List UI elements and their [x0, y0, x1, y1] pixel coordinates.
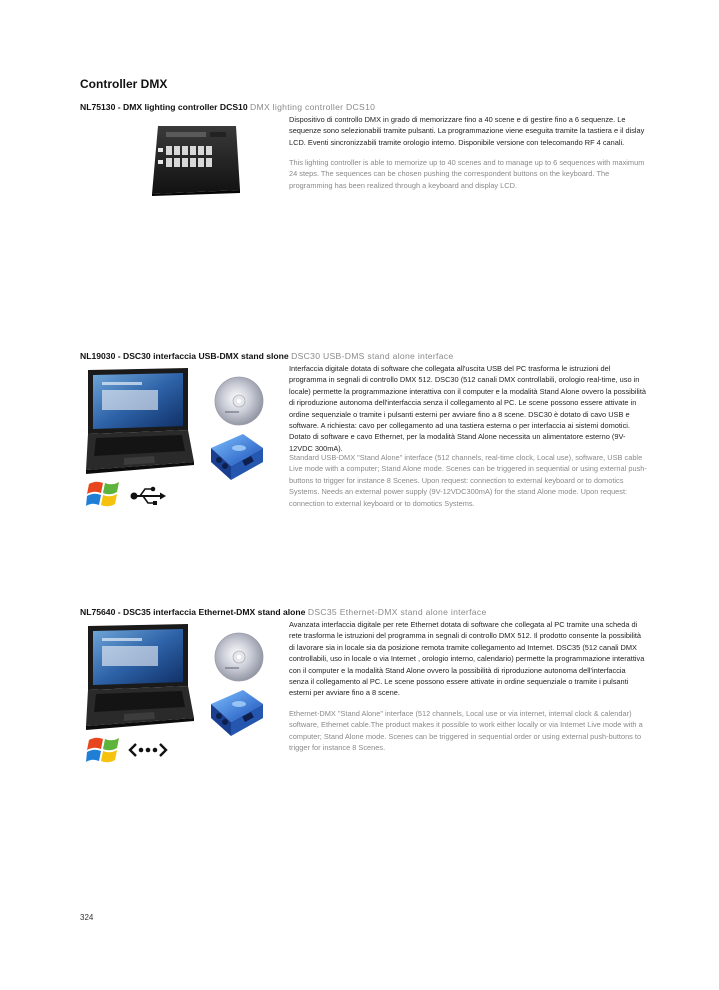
product-description-en: This lighting controller is able to memorize up to 40 scenes and to manage up to 6 sequences with maximum 24 steps. The sequences can be chosen pushing the correspondent buttons on the keyboard. The programming has been realized through a keyboard and display LCD. — [289, 158, 645, 190]
ethernet-network-icon — [128, 741, 168, 759]
product-heading — [80, 351, 454, 361]
windows-logo-icon — [86, 734, 122, 766]
product-description-it: Avanzata interfaccia digitale per rete Ethernet dotata di software che collegata al PC tramite una scheda di rete trasforma le istruzioni del programma in segnali di controllo DMX 512. Il prodotto consente la possibilità di lavorare sia in locale sia da posizione remota tramite collegamento ad Internet. DSC35 (512 canali DMX controllabili, uso in locale o via Internet , orologio interno, calendario) permette la programmazione interattiva con il computer e la modalità Stand Alone ovvero la possibilità di riproduzione autonoma dell'interfaccia senza il collegamento al PC. Le scene possono essere attivate in ordine sequenziale o tramite i pulsanti esterni per avviare fino a 8 scene. — [289, 620, 645, 698]
product-code: NL75130 - DMX lighting controller DCS10 — [80, 102, 248, 112]
usb-icon — [130, 486, 166, 506]
product-description-it: Dispositivo di controllo DMX in grado di memorizzare fino a 40 scene e di gestire fino a 6 sequenze. Le sequenze sono selezionabili tramite pulsanti. La programmazione viene eseguita tramite la tastiera e il dislay LCD. Eventi sincronizzabili tramite orologio interno. Disponibile versione con telecomando RF 4 canali. — [289, 115, 645, 147]
product-heading — [80, 102, 375, 112]
section-title: Controller DMX — [80, 77, 168, 91]
windows-logo-icon — [86, 478, 122, 510]
product-name-en: DMX lighting controller DCS10 — [250, 102, 376, 112]
page-number: 324 — [80, 913, 94, 922]
product-name-en: DSC35 Ethernet-DMX stand alone interface — [307, 607, 487, 617]
product-code: NL19030 - DSC30 interfaccia USB-DMX stand slone — [80, 351, 289, 361]
cd-rom-icon — [213, 631, 265, 683]
product-description-en: Standard USB-DMX "Stand Alone" interface (512 channels, real-time clock, Local use), software, USB cable Live mode with a computer; Stand Alone mode. Scenes can be triggered in sequential or using external push-buttons to trigger for instance 8 Scenes. Upon request: connection to external keyboard or to domotics Systems. Needs an external power supply (9V-12VDC300mA) for the stand Alone mode. Upon request: connection to external keyboard or to domotics Systems. — [289, 453, 647, 508]
product-description-en: Ethernet-DMX "Stand Alone" interface (512 channels, Local use or via internet, internal clock & calendar) software, Ethernet cable.The product makes it possible to work either locally or via Internet Live mode with a computer; Stand Alone mode. Scenes can be triggered in sequential order or using external push-buttons to trigger for instance 8 Scenes. — [289, 709, 643, 753]
laptop-icon — [84, 622, 196, 732]
product-description-it: Interfaccia digitale dotata di software che collegata all'uscita USB del PC trasforma le istruzioni del programma in segnali di controllo DMX 512. DSC30 (512 canali DMX controllabili, orologio real-time, uso in locale) permette la programmazione interattiva con il computer e la modalità Stand Alone ovvero la possibilità di riproduzione autonoma dell'interfaccia senza il collegamento al PC. Le scene possono essere attivate in ordine sequenziale o tramite i pulsanti esterni per avviare fino a 8 scene. DSC30 è dotato di cavo USB e software. A richiesta: cavo per collegamento ad una tastiera esterna o per interfaccia ai sistemi domotici. Dotato di software e cavo Ethernet, per la modalità Stand Alone necessita un alimentatore esterno (9V-12VDC 300mA). — [289, 364, 646, 453]
controller-device-icon — [150, 124, 242, 196]
laptop-icon — [84, 366, 196, 476]
interface-box-icon — [205, 686, 267, 740]
product-code: NL75640 - DSC35 interfaccia Ethernet-DMX stand alone — [80, 607, 306, 617]
product-name-en: DSC30 USB-DMS stand alone interface — [291, 351, 454, 361]
interface-box-icon — [205, 430, 267, 484]
cd-rom-icon — [213, 375, 265, 427]
product-heading — [80, 607, 487, 617]
